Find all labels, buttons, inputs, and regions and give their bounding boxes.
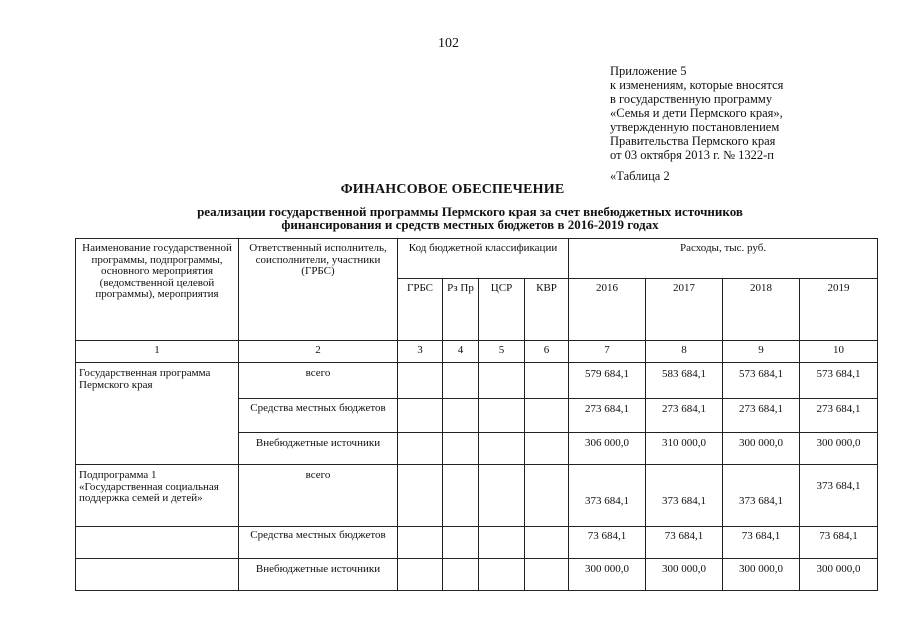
col-number: 6 — [525, 341, 569, 363]
col-number: 4 — [443, 341, 479, 363]
row-value: 310 000,0 — [646, 433, 723, 465]
empty-cell — [479, 527, 525, 559]
row-value: 73 684,1 — [723, 527, 800, 559]
table-row — [76, 363, 878, 399]
row-value: 273 684,1 — [723, 399, 800, 433]
row-value: 73 684,1 — [646, 527, 723, 559]
header-expenses: Расходы, тыс. руб. — [569, 239, 878, 279]
column-number-row — [76, 341, 878, 363]
empty-cell — [398, 433, 443, 465]
header-code-grbs: ГРБС — [398, 279, 443, 341]
table-row — [76, 559, 878, 591]
appendix-line: в государственную программу — [610, 92, 773, 106]
empty-cell — [479, 465, 525, 527]
header-year: 2017 — [646, 279, 723, 341]
header-code-kvr: КВР — [525, 279, 569, 341]
row-value: 306 000,0 — [569, 433, 646, 465]
header-year: 2018 — [723, 279, 800, 341]
empty-cell — [525, 465, 569, 527]
appendix-line: Правительства Пермского края — [610, 134, 776, 148]
empty-cell — [479, 559, 525, 591]
row-value: 300 000,0 — [723, 433, 800, 465]
table-row — [76, 527, 878, 559]
col-number: 8 — [646, 341, 723, 363]
appendix-line: «Семья и дети Пермского края», — [610, 106, 783, 120]
header-year: 2019 — [800, 279, 878, 341]
row-value: 579 684,1 — [569, 363, 646, 399]
row-executor: Внебюджетные источники — [239, 559, 398, 591]
row-value: 373 684,1 — [646, 465, 723, 527]
col-number: 3 — [398, 341, 443, 363]
appendix-line: от 03 октября 2013 г. № 1322-п — [610, 148, 774, 162]
col-number: 10 — [800, 341, 878, 363]
row-value: 273 684,1 — [800, 399, 878, 433]
empty-cell — [76, 527, 239, 559]
row-value: 273 684,1 — [569, 399, 646, 433]
empty-cell — [525, 363, 569, 399]
header-code-csr: ЦСР — [479, 279, 525, 341]
document-subtitle: реализации государственной программы Пермского края за счет внебюджетных источников финансирования и средств местных бюджетов в 2016-2019 годах — [197, 204, 743, 232]
appendix-note — [610, 64, 850, 162]
row-executor: всего — [239, 363, 398, 399]
empty-cell — [479, 399, 525, 433]
row-value: 300 000,0 — [723, 559, 800, 591]
header-row — [76, 239, 878, 279]
appendix-line: к изменениям, которые вносятся — [610, 78, 784, 92]
col-number: 1 — [76, 341, 239, 363]
header-year: 2016 — [569, 279, 646, 341]
appendix-line: утвержденную постановлением — [610, 120, 780, 134]
empty-cell — [398, 363, 443, 399]
empty-cell — [76, 559, 239, 591]
empty-cell — [479, 433, 525, 465]
empty-cell — [443, 559, 479, 591]
empty-cell — [525, 559, 569, 591]
row-value: 73 684,1 — [800, 527, 878, 559]
empty-cell — [525, 433, 569, 465]
subprogram-name: Подпрограмма 1 «Государственная социальная поддержка семей и детей» — [76, 465, 239, 527]
empty-cell — [479, 363, 525, 399]
row-value: 273 684,1 — [646, 399, 723, 433]
table-reference: «Таблица 2 — [610, 169, 670, 183]
financing-table — [75, 238, 878, 591]
empty-cell — [398, 527, 443, 559]
row-value: 73 684,1 — [569, 527, 646, 559]
empty-cell — [398, 559, 443, 591]
row-value: 573 684,1 — [723, 363, 800, 399]
row-value: 300 000,0 — [646, 559, 723, 591]
row-value: 300 000,0 — [800, 433, 878, 465]
header-name: Наименование государственной программы, подпрограммы, основного мероприятия (ведомственной целевой программы), мероприятия — [76, 239, 239, 341]
row-executor: Внебюджетные источники — [239, 433, 398, 465]
empty-cell — [443, 399, 479, 433]
empty-cell — [398, 465, 443, 527]
header-code-rzpr: Рз Пр — [443, 279, 479, 341]
program-name: Государственная программа Пермского края — [76, 363, 239, 465]
col-number: 2 — [239, 341, 398, 363]
row-value: 300 000,0 — [800, 559, 878, 591]
empty-cell — [443, 363, 479, 399]
page-number: 102 — [438, 36, 459, 51]
empty-cell — [443, 527, 479, 559]
col-number: 7 — [569, 341, 646, 363]
row-value: 373 684,1 — [800, 465, 878, 527]
row-executor: всего — [239, 465, 398, 527]
row-executor: Средства местных бюджетов — [239, 527, 398, 559]
empty-cell — [525, 527, 569, 559]
row-value: 573 684,1 — [800, 363, 878, 399]
empty-cell — [443, 465, 479, 527]
header-codes: Код бюджетной классификации — [398, 239, 569, 279]
empty-cell — [525, 399, 569, 433]
col-number: 5 — [479, 341, 525, 363]
col-number: 9 — [723, 341, 800, 363]
row-executor: Средства местных бюджетов — [239, 399, 398, 433]
row-value: 373 684,1 — [569, 465, 646, 527]
document-title: ФИНАНСОВОЕ ОБЕСПЕЧЕНИЕ — [340, 182, 565, 197]
empty-cell — [443, 433, 479, 465]
row-value: 373 684,1 — [723, 465, 800, 527]
table-row — [76, 465, 878, 527]
header-executor: Ответственный исполнитель, соисполнители, участники (ГРБС) — [239, 239, 398, 341]
row-value: 300 000,0 — [569, 559, 646, 591]
row-value: 583 684,1 — [646, 363, 723, 399]
empty-cell — [398, 399, 443, 433]
appendix-line: Приложение 5 — [610, 64, 687, 78]
